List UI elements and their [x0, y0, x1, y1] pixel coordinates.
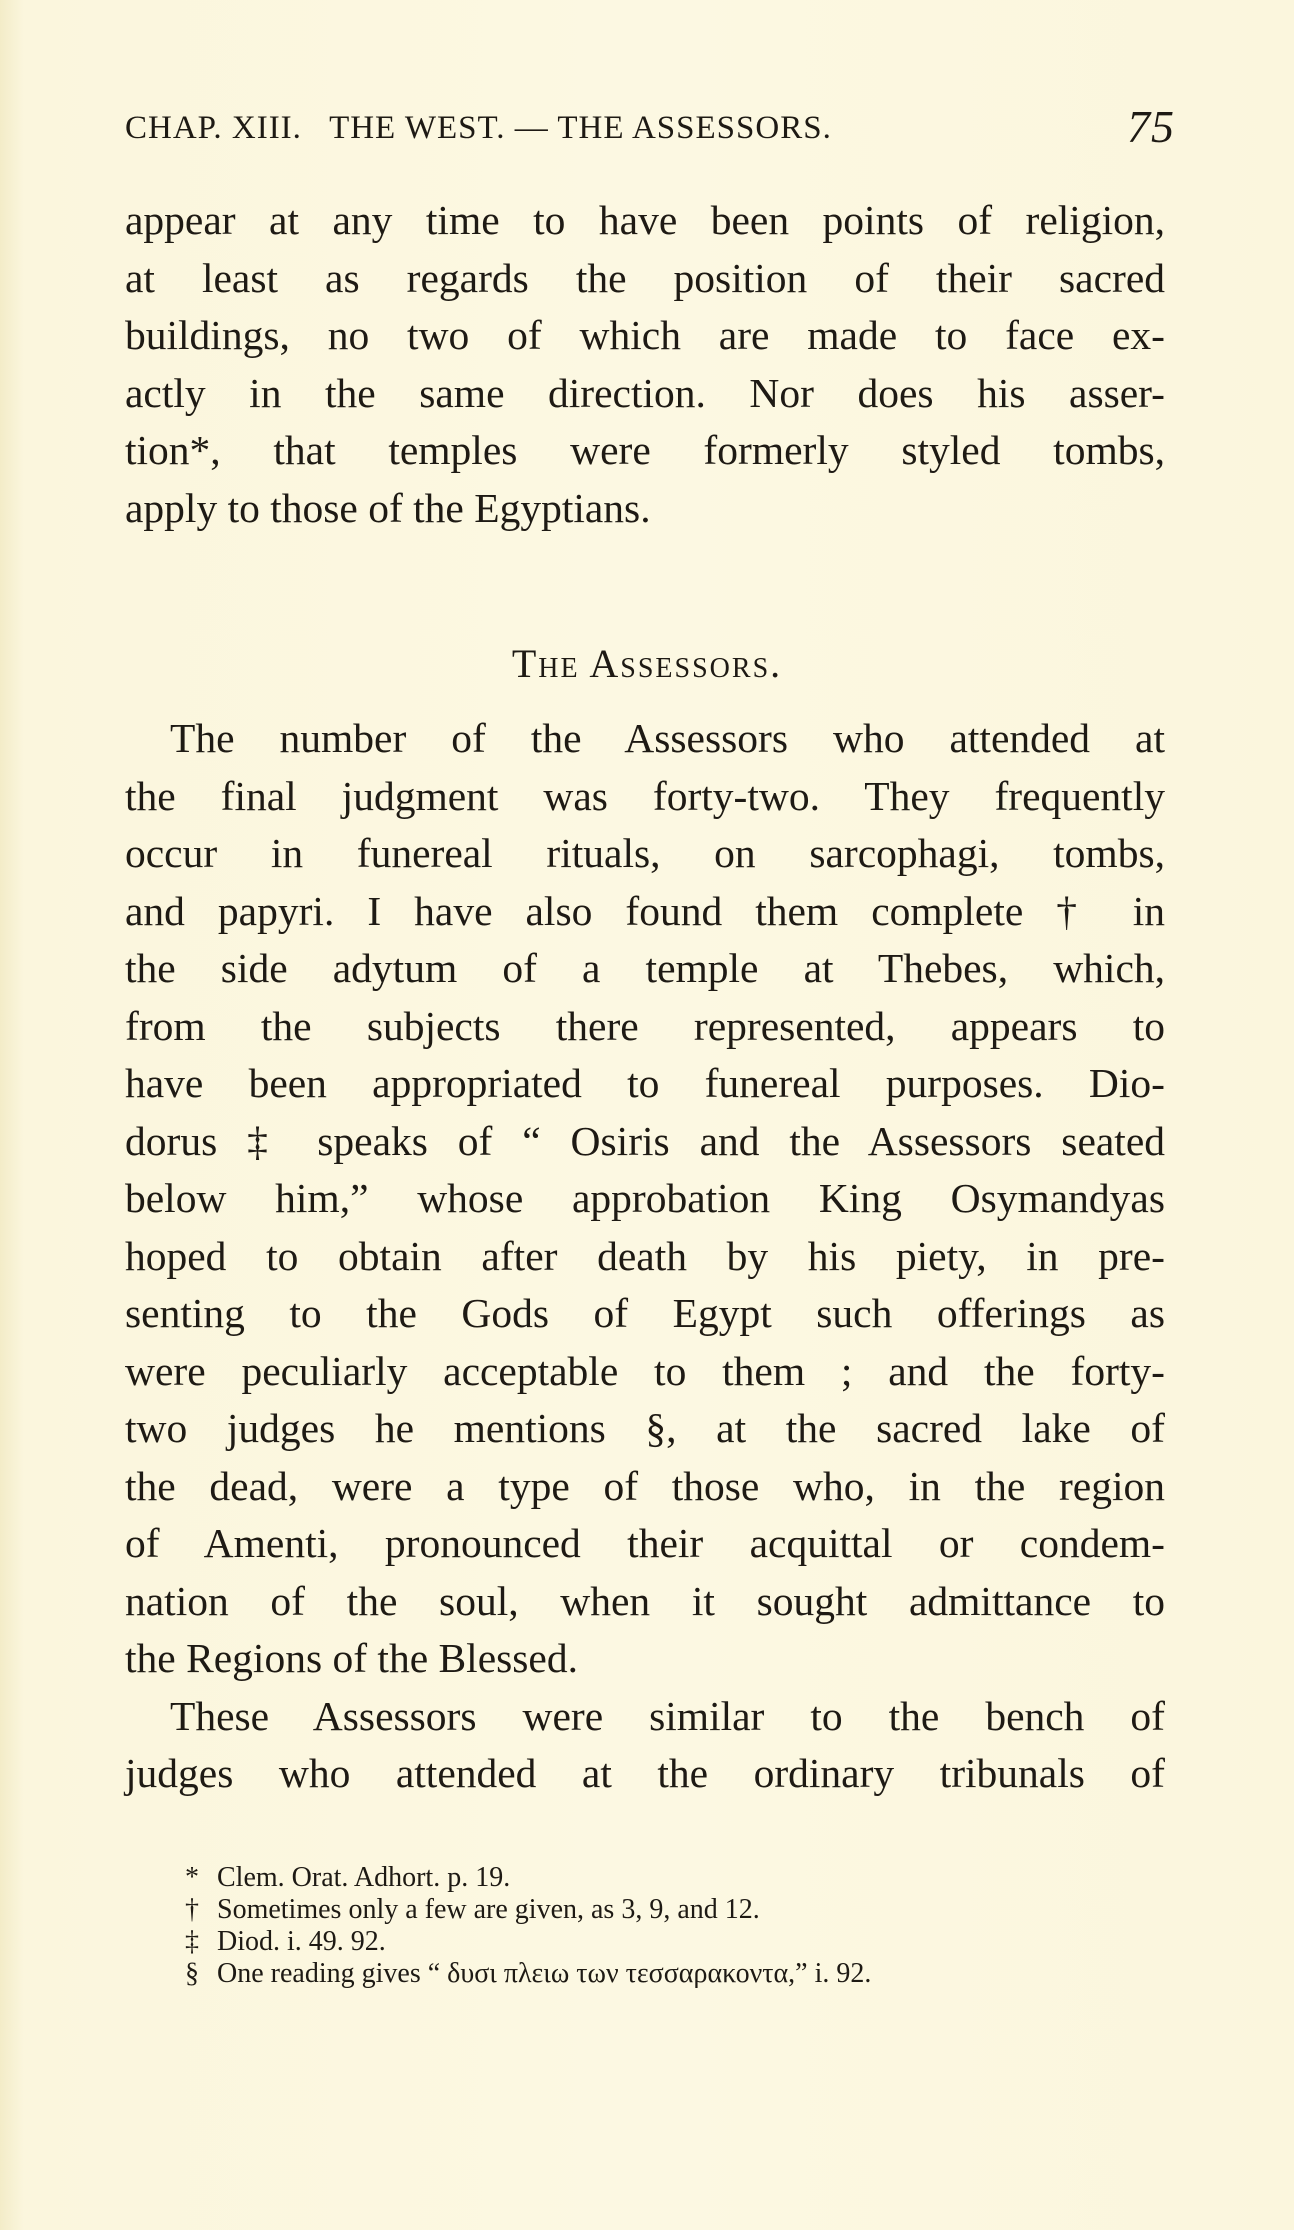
text-line: below him,” whose approbation King Osymandyas — [125, 1175, 1165, 1221]
text-line: buildings, no two of which are made to face ex- — [125, 312, 1165, 358]
paragraph-religion — [125, 192, 1165, 537]
text-line: at least as regards the position of their sacred — [125, 254, 1165, 301]
text-line: the final judgment was forty-two. They frequently — [125, 772, 1165, 819]
running-head: CHAP. XIII. THE WEST. — THE ASSESSORS. — [125, 110, 832, 146]
footnote-text: Diod. i. 49. 92. — [217, 1926, 386, 1957]
text-line: dorus ‡ speaks of “ Osiris and the Assessors seated — [125, 1117, 1165, 1164]
text-line: judges who attended at the ordinary tribunals of — [125, 1750, 1165, 1796]
text-line: occur in funereal rituals, on sarcophagi, tombs, — [125, 830, 1165, 876]
page-header — [125, 100, 1175, 160]
section-heading: The Assessors. — [511, 641, 783, 686]
text-line: senting to the Gods of Egypt such offerings as — [125, 1290, 1165, 1336]
footnote-text: Clem. Orat. Adhort. p. 19. — [217, 1862, 511, 1893]
text-line: two judges he mentions §, at the sacred lake of — [125, 1405, 1165, 1451]
footnote — [185, 1894, 1085, 1926]
text-line: appear at any time to have been points of religion, — [125, 197, 1165, 243]
footnotes — [185, 1862, 1085, 1990]
footnote-mark: ‡ — [185, 1926, 199, 1957]
text-line: the side adytum of a temple at Thebes, which, — [125, 945, 1165, 991]
page-number: 75 — [1127, 101, 1175, 152]
paragraph-assessors — [125, 710, 1165, 1803]
footnote-mark: * — [185, 1862, 199, 1893]
footnote-text: Sometimes only a few are given, as 3, 9, and 12. — [217, 1894, 760, 1925]
footnote — [185, 1862, 1085, 1894]
text-line: of Amenti, pronounced their acquittal or condem- — [125, 1520, 1165, 1566]
text-line: nation of the soul, when it sought admittance to — [125, 1577, 1165, 1624]
footnote — [185, 1958, 1085, 1990]
text-line: have been appropriated to funereal purposes. Dio- — [125, 1060, 1165, 1106]
text-line: tion*, that temples were formerly styled tombs, — [125, 427, 1165, 473]
footnote — [185, 1926, 1085, 1958]
text-line: the Regions of the Blessed. — [125, 1635, 578, 1681]
footnote-mark: † — [185, 1894, 199, 1925]
text-line: the dead, were a type of those who, in the region — [125, 1462, 1165, 1509]
footnote-mark: § — [185, 1958, 199, 1989]
text-line: from the subjects there represented, appears to — [125, 1002, 1165, 1049]
text-line: These Assessors were similar to the bench of — [170, 1692, 1165, 1739]
text-line: were peculiarly acceptable to them ; and the forty- — [125, 1347, 1165, 1394]
footnote-text: One reading gives “ δυσι πλειω των τεσσαρακοντα,” i. 92. — [217, 1958, 872, 1989]
text-line: The number of the Assessors who attended at — [170, 715, 1165, 761]
text-line: hoped to obtain after death by his piety, in pre- — [125, 1232, 1165, 1279]
text-line: actly in the same direction. Nor does his asser- — [125, 369, 1165, 416]
text-line: and papyri. I have also found them complete † in — [125, 887, 1165, 934]
text-line: apply to those of the Egyptians. — [125, 484, 651, 531]
